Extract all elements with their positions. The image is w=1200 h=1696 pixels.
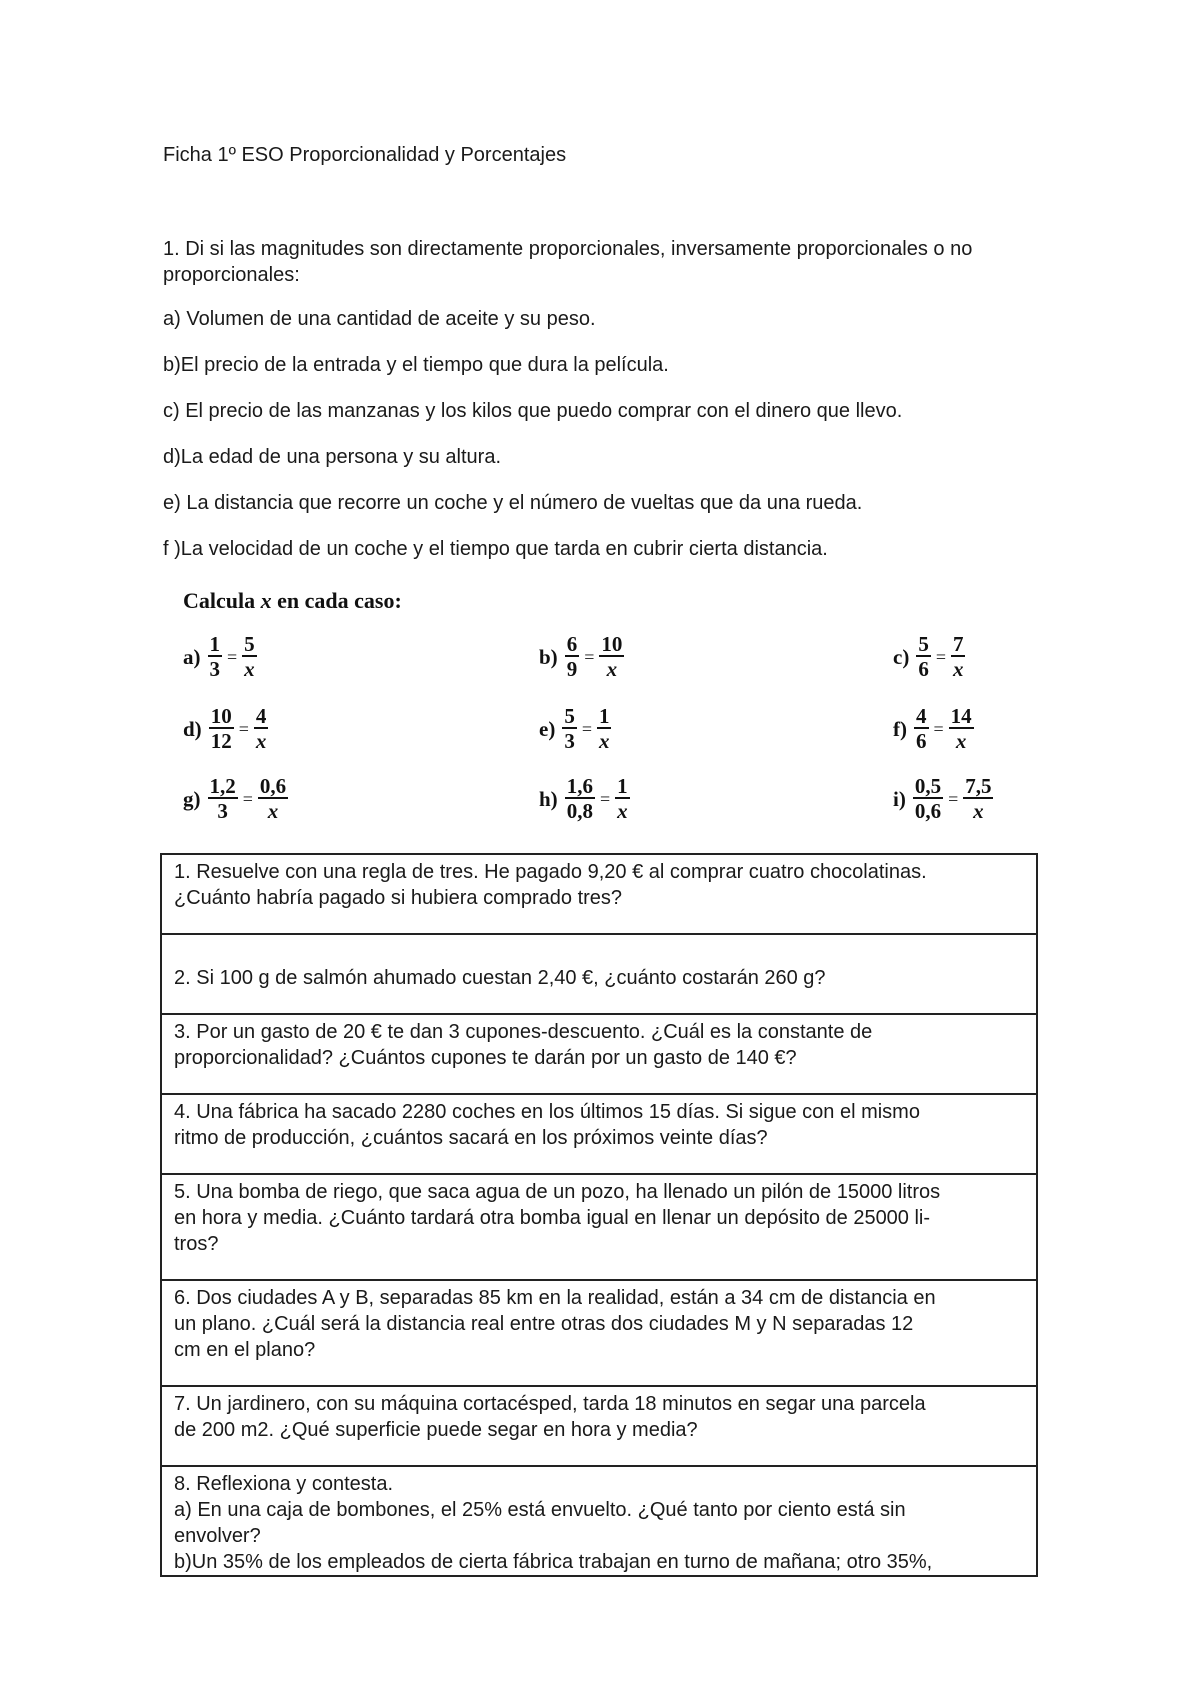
problem-line: 7. Un jardinero, con su máquina cortacésped, tarda 18 minutos en segar una parcela (174, 1393, 926, 1415)
problem-line: 6. Dos ciudades A y B, separadas 85 km en la realidad, están a 34 cm de distancia en (174, 1287, 936, 1309)
table-row (161, 1466, 1037, 1576)
fraction-right (962, 775, 994, 823)
equals-sign: = (935, 646, 946, 667)
equation-label: g) (183, 786, 201, 811)
numerator: 5 (918, 632, 929, 656)
equation-a (183, 633, 258, 681)
calculate-heading-after: en cada caso: (277, 588, 402, 613)
problem-line: de 200 m2. ¿Qué superficie puede segar en hora y media? (174, 1419, 698, 1441)
fraction-right (950, 633, 967, 681)
equation-b (539, 633, 625, 681)
calculate-heading (183, 588, 402, 614)
denominator: 0,6 (914, 799, 942, 823)
denominator: 0,8 (566, 799, 593, 823)
fraction-right (596, 705, 613, 753)
equals-sign: = (238, 718, 249, 739)
problem-line: 3. Por un gasto de 20 € te dan 3 cupones-descuento. ¿Cuál es la constante de (174, 1021, 873, 1043)
fraction-left (207, 775, 239, 823)
fraction-left (207, 633, 224, 681)
equation-label: h) (539, 786, 558, 811)
numerator: 5 (564, 704, 575, 728)
problems-table (160, 853, 1038, 1577)
equals-sign: = (227, 646, 238, 667)
problem-cell (161, 1466, 1037, 1576)
denominator: 9 (566, 657, 578, 681)
table-row (161, 1014, 1037, 1094)
denominator: 3 (217, 799, 228, 823)
calculate-heading-before: Calcula (183, 588, 256, 613)
numerator: 4 (255, 704, 267, 728)
equation-label: i) (893, 786, 906, 811)
equals-sign: = (584, 646, 595, 667)
numerator: 7 (952, 632, 964, 656)
problem-line: tros? (174, 1233, 219, 1255)
numerator: 10 (601, 632, 623, 656)
equation-h (539, 775, 631, 823)
equation-f (893, 705, 975, 753)
numerator: 10 (210, 704, 232, 728)
denominator: x (606, 657, 618, 681)
numerator: 1,6 (566, 774, 593, 798)
fraction-right (257, 775, 289, 823)
problem-cell (161, 934, 1037, 1014)
denominator: x (244, 657, 255, 681)
equals-sign: = (948, 788, 959, 809)
question-1-options (163, 307, 902, 583)
denominator: x (955, 729, 967, 753)
problem-line: 8. Reflexiona y contesta. (174, 1473, 394, 1495)
fraction-right (948, 705, 975, 753)
denominator: x (598, 729, 610, 753)
fraction-right (253, 705, 270, 753)
equation-e (539, 705, 612, 753)
problem-line: proporcionalidad? ¿Cuántos cupones te darán por un gasto de 140 €? (174, 1047, 797, 1069)
option-a: a) Volumen de una cantidad de aceite y su peso. (163, 308, 596, 330)
table-row (161, 1386, 1037, 1466)
page-title: Ficha 1º ESO Proporcionalidad y Porcentajes (163, 144, 567, 166)
equation-label: a) (183, 644, 201, 669)
option-b: b)El precio de la entrada y el tiempo que dura la película. (163, 354, 669, 376)
problem-line: cm en el plano? (174, 1339, 316, 1361)
option-f: f )La velocidad de un coche y el tiempo que tarda en cubrir cierta distancia. (163, 538, 828, 560)
equation-label: c) (893, 644, 910, 669)
problem-cell (161, 1280, 1037, 1386)
option-d: d)La edad de una persona y su altura. (163, 446, 502, 468)
equation-c (893, 633, 966, 681)
table-row (161, 1174, 1037, 1280)
fraction-right (241, 633, 258, 681)
equation-g (183, 775, 289, 823)
numerator: 1 (209, 632, 220, 656)
equation-label: b) (539, 644, 558, 669)
denominator: 12 (210, 729, 232, 753)
numerator: 0,6 (259, 774, 287, 798)
option-c: c) El precio de las manzanas y los kilos que puedo comprar con el dinero que llevo. (163, 400, 903, 422)
problem-line: 1. Resuelve con una regla de tres. He pagado 9,20 € al comprar cuatro chocolatinas. (174, 861, 927, 883)
denominator: 3 (564, 729, 575, 753)
numerator: 1,2 (209, 774, 236, 798)
problem-cell (161, 1094, 1037, 1174)
problem-cell (161, 1014, 1037, 1094)
table-row (161, 1094, 1037, 1174)
problem-line: en hora y media. ¿Cuánto tardará otra bomba igual en llenar un depósito de 25000 li- (174, 1207, 931, 1229)
problem-cell (161, 1386, 1037, 1466)
option-e: e) La distancia que recorre un coche y el número de vueltas que da una rueda. (163, 492, 863, 514)
problem-line: 4. Una fábrica ha sacado 2280 coches en los últimos 15 días. Si sigue con el mismo (174, 1101, 920, 1123)
equals-sign: = (242, 788, 253, 809)
equation-label: d) (183, 716, 202, 741)
denominator: x (952, 657, 964, 681)
fraction-left (561, 705, 578, 753)
problem-line: b)Un 35% de los empleados de cierta fábrica trabajan en turno de mañana; otro 35%, (174, 1551, 933, 1573)
numerator: 14 (950, 704, 972, 728)
denominator: 6 (916, 729, 927, 753)
problem-line: ¿Cuánto habría pagado si hubiera comprado tres? (174, 887, 623, 909)
equation-i (893, 775, 994, 823)
problem-line (174, 939, 1024, 965)
equation-label: f) (893, 716, 907, 741)
table-row (161, 854, 1037, 934)
numerator: 1 (598, 704, 610, 728)
problem-cell (161, 1174, 1037, 1280)
denominator: 6 (918, 657, 929, 681)
equals-sign: = (933, 718, 944, 739)
fraction-right (598, 633, 625, 681)
table-row (161, 934, 1037, 1014)
fraction-right (614, 775, 631, 823)
equals-sign: = (599, 788, 611, 809)
denominator: x (255, 729, 267, 753)
denominator: 3 (209, 657, 220, 681)
fraction-left (564, 775, 596, 823)
calculate-heading-var: x (260, 588, 272, 613)
fraction-left (912, 775, 944, 823)
numerator: 7,5 (965, 774, 992, 798)
denominator: x (267, 799, 279, 823)
numerator: 0,5 (914, 774, 942, 798)
numerator: 1 (617, 774, 628, 798)
denominator: x (973, 799, 984, 823)
equation-d (183, 705, 269, 753)
problem-line: 2. Si 100 g de salmón ahumado cuestan 2,40 €, ¿cuánto costarán 260 g? (174, 967, 826, 989)
equation-label: e) (539, 716, 556, 741)
equals-sign: = (581, 718, 592, 739)
fraction-left (915, 633, 932, 681)
fraction-left (208, 705, 235, 753)
denominator: x (617, 799, 628, 823)
fraction-left (564, 633, 581, 681)
problem-line: ritmo de producción, ¿cuántos sacará en los próximos veinte días? (174, 1127, 768, 1149)
numerator: 6 (566, 632, 578, 656)
numerator: 4 (916, 704, 927, 728)
table-row (161, 1280, 1037, 1386)
problem-line: a) En una caja de bombones, el 25% está envuelto. ¿Qué tanto por ciento está sin (174, 1499, 906, 1521)
problem-line: 5. Una bomba de riego, que saca agua de un pozo, ha llenado un pilón de 15000 litros (174, 1181, 941, 1203)
problem-line: envolver? (174, 1525, 261, 1547)
question-1-intro: 1. Di si las magnitudes son directamente proporcionales, inversamente proporcionales o no proporcionales: (163, 238, 973, 286)
fraction-left (913, 705, 930, 753)
problem-cell (161, 854, 1037, 934)
problem-line: un plano. ¿Cuál será la distancia real entre otras dos ciudades M y N separadas 12 (174, 1313, 914, 1335)
numerator: 5 (244, 632, 255, 656)
